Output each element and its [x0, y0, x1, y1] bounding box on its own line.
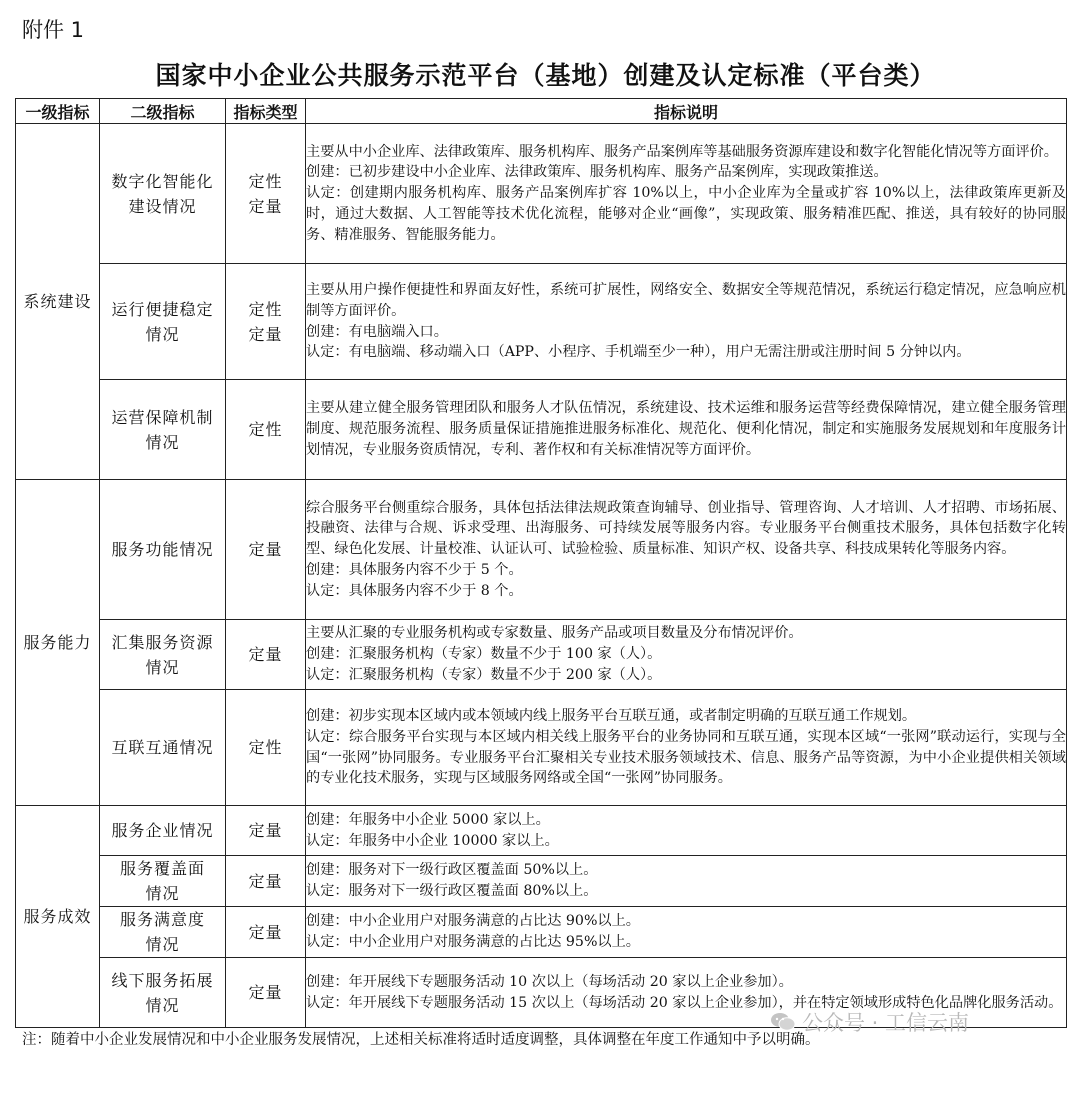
indicator-type: 定性 [226, 690, 306, 806]
table-row [16, 620, 1067, 690]
column-header-type: 指标类型 [226, 99, 306, 124]
indicator-type: 定量 [226, 907, 306, 958]
description-paragraph: 创建：服务对下一级行政区覆盖面 50%以上。 [306, 862, 598, 879]
description-paragraph: 主要从汇聚的专业服务机构或专家数量、服务产品或项目数量及分布情况评价。 [306, 625, 803, 642]
standards-table [15, 98, 1067, 1028]
indicator-type: 定性 定量 [226, 264, 306, 380]
attachment-label: 附件 1 [22, 18, 85, 42]
description-paragraph: 创建：年开展线下专题服务活动 10 次以上（每场活动 20 家以上企业参加）。 [306, 973, 793, 990]
table-row [16, 856, 1067, 907]
level2-indicator: 服务企业情况 [100, 806, 226, 856]
indicator-type: 定量 [226, 620, 306, 690]
level1-indicator: 服务能力 [16, 480, 100, 806]
description-paragraph: 创建：年服务中小企业 5000 家以上。 [306, 811, 550, 828]
description-paragraph: 认定：年服务中小企业 10000 家以上。 [306, 832, 559, 849]
watermark [770, 1007, 969, 1037]
table-row [16, 124, 1067, 264]
column-header-level1: 一级指标 [16, 99, 100, 124]
level2-indicator: 数字化智能化 建设情况 [100, 124, 226, 264]
wechat-icon [770, 1012, 796, 1032]
description-paragraph: 主要从建立健全服务管理团队和服务人才队伍情况，系统建设、技术运维和服务运营等经费保障情况，建立健全服务管理制度、规范服务流程、服务质量保证措施推进服务标准化、规范化、便利化情况，制定和实施服务发展规划和年度服务计划情况，专业服务资质情况，专利、著作权和有关标准情况等方面评价。 [306, 400, 1066, 458]
description-paragraph: 主要从用户操作便捷性和界面友好性，系统可扩展性，网络安全、数据安全等规范情况，系统运行稳定情况，应急响应机制等方面评价。 [306, 281, 1066, 319]
indicator-type: 定性 定量 [226, 124, 306, 264]
level2-indicator: 服务覆盖面 情况 [100, 856, 226, 907]
description-paragraph: 认定：服务对下一级行政区覆盖面 80%以上。 [306, 883, 598, 899]
description-paragraph: 认定：综合服务平台实现与本区域内相关线上服务平台的业务协同和互联互通，实现本区域“一张网”联动运行，实现与全国“一张网”协同服务。专业服务平台汇聚相关专业技术服务领域技术、信息、服务产品等资源，为中小企业提供相关领域的专业化技术服务，实现与区域服务网络或全国“一张网”协同服务。 [306, 728, 1066, 787]
table-body [16, 124, 1067, 1028]
level2-indicator: 运行便捷稳定 情况 [100, 264, 226, 380]
column-header-description: 指标说明 [306, 99, 1067, 124]
watermark-text: 公众号 · 工信云南 [802, 1011, 970, 1035]
indicator-type: 定量 [226, 856, 306, 907]
indicator-description [306, 806, 1067, 856]
indicator-type: 定量 [226, 806, 306, 856]
description-paragraph: 创建：有电脑端入口。 [306, 323, 448, 340]
footnote: 注：随着中小企业发展情况和中小企业服务发展情况，上述相关标准将适时适度调整，具体调整在年度工作通知中予以明确。 [22, 1032, 820, 1048]
table-row [16, 806, 1067, 856]
table-row [16, 907, 1067, 958]
table-row [16, 480, 1067, 620]
indicator-type: 定量 [226, 958, 306, 1028]
document-title: 国家中小企业公共服务示范平台（基地）创建及认定标准（平台类） [155, 61, 936, 90]
level2-indicator: 汇集服务资源 情况 [100, 620, 226, 690]
description-paragraph: 创建：初步实现本区域内或本领域内线上服务平台互联互通，或者制定明确的互联互通工作规划。 [306, 707, 917, 724]
description-paragraph: 综合服务平台侧重综合服务，具体包括法律法规政策查询辅导、创业指导、管理咨询、人才培训、人才招聘、市场拓展、投融资、法律与合规、诉求受理、出海服务、可持续发展等服务内容。专业服务平台侧重技术服务，具体包括数字化转型、绿色化发展、计量校准、认证认可、试验检验、质量标准、知识产权、设备共享、科技成果转化等服务内容。 [306, 499, 1066, 558]
table-row [16, 690, 1067, 806]
table-header-row [16, 99, 1067, 124]
level1-indicator: 系统建设 [16, 124, 100, 480]
description-paragraph: 认定：有电脑端、移动端入口（APP、小程序、手机端至少一种），用户无需注册或注册时间 5 分钟以内。 [306, 344, 971, 361]
table-row [16, 264, 1067, 380]
indicator-description [306, 264, 1067, 380]
indicator-description [306, 620, 1067, 690]
description-paragraph: 认定：中小企业用户对服务满意的占比达 95%以上。 [306, 934, 640, 950]
description-paragraph: 创建：已初步建设中小企业库、法律政策库、服务机构库、服务产品案例库，实现政策推送。 [306, 164, 888, 181]
description-paragraph: 创建：中小企业用户对服务满意的占比达 90%以上。 [306, 913, 640, 930]
level2-indicator: 服务功能情况 [100, 480, 226, 620]
description-paragraph: 认定：具体服务内容不少于 8 个。 [306, 582, 523, 599]
description-paragraph: 认定：创建期内服务机构库、服务产品案例库扩容 10%以上，中小企业库为全量或扩容 10%以上，法律政策库更新及时，通过大数据、人工智能等技术优化流程，能够对企业“画像”，实现政策、服务精准匹配、推送，具有较好的协同服务、精准服务、智能服务能力。 [306, 185, 1066, 243]
level2-indicator: 互联互通情况 [100, 690, 226, 806]
column-header-level2: 二级指标 [100, 99, 226, 124]
indicator-description [306, 856, 1067, 907]
table-row [16, 380, 1067, 480]
description-paragraph: 认定：汇聚服务机构（专家）数量不少于 200 家（人）。 [306, 666, 662, 683]
indicator-type: 定量 [226, 480, 306, 620]
indicator-description [306, 907, 1067, 958]
level2-indicator: 运营保障机制 情况 [100, 380, 226, 480]
level1-indicator: 服务成效 [16, 806, 100, 1028]
indicator-description [306, 124, 1067, 264]
indicator-description [306, 690, 1067, 806]
description-paragraph: 创建：汇聚服务机构（专家）数量不少于 100 家（人）。 [306, 646, 662, 663]
level2-indicator: 服务满意度 情况 [100, 907, 226, 958]
indicator-description [306, 480, 1067, 620]
description-paragraph: 主要从中小企业库、法律政策库、服务机构库、服务产品案例库等基础服务资源库建设和数字化智能化情况等方面评价。 [306, 143, 1058, 160]
description-paragraph: 创建：具体服务内容不少于 5 个。 [306, 561, 523, 578]
level2-indicator: 线下服务拓展 情况 [100, 958, 226, 1028]
description-paragraph: 认定：年开展线下专题服务活动 15 次以上（每场活动 20 家以上企业参加），并在特定领域形成特色化品牌化服务活动。 [306, 994, 1063, 1011]
indicator-type: 定性 [226, 380, 306, 480]
indicator-description [306, 380, 1067, 480]
